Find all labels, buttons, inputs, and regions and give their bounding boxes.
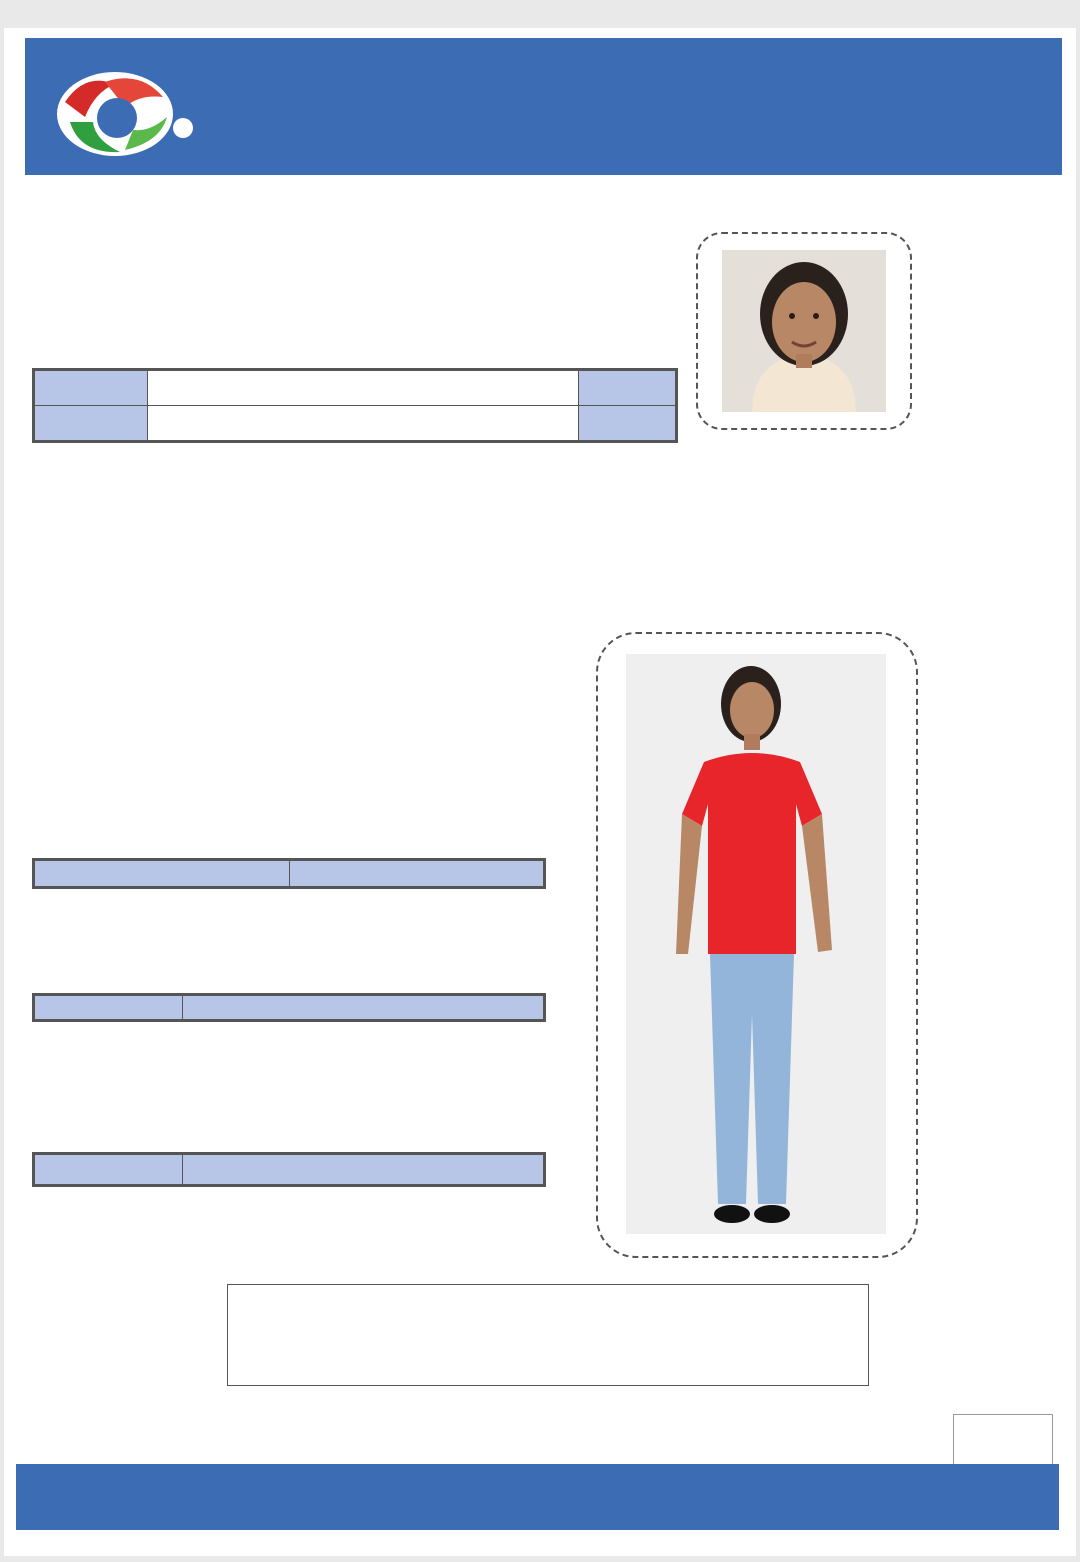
full-body-photo-icon bbox=[626, 654, 886, 1234]
headshot-photo-icon bbox=[722, 250, 886, 412]
name-table bbox=[32, 368, 678, 443]
language-title bbox=[34, 1154, 183, 1186]
experience-title-ar bbox=[182, 995, 544, 1021]
company-header bbox=[25, 38, 1062, 175]
language-title-ar bbox=[182, 1154, 544, 1186]
imr-logo-icon bbox=[45, 62, 195, 162]
contact-ar-cell bbox=[579, 406, 677, 442]
full-body-frame bbox=[596, 632, 918, 1258]
headshot-frame bbox=[696, 232, 912, 430]
known-language-table bbox=[32, 1152, 546, 1187]
skills-title bbox=[34, 860, 290, 888]
full-name-label-ar bbox=[579, 370, 677, 406]
skills-table bbox=[32, 858, 546, 889]
full-name-value bbox=[147, 370, 579, 406]
skills-title-ar bbox=[289, 860, 545, 888]
full-name-label bbox=[34, 370, 148, 406]
contact-label bbox=[34, 406, 148, 442]
contact-value bbox=[147, 406, 579, 442]
note-box bbox=[227, 1284, 869, 1386]
contact-footer bbox=[16, 1464, 1059, 1530]
working-experience-table bbox=[32, 993, 546, 1022]
experience-title bbox=[34, 995, 183, 1021]
